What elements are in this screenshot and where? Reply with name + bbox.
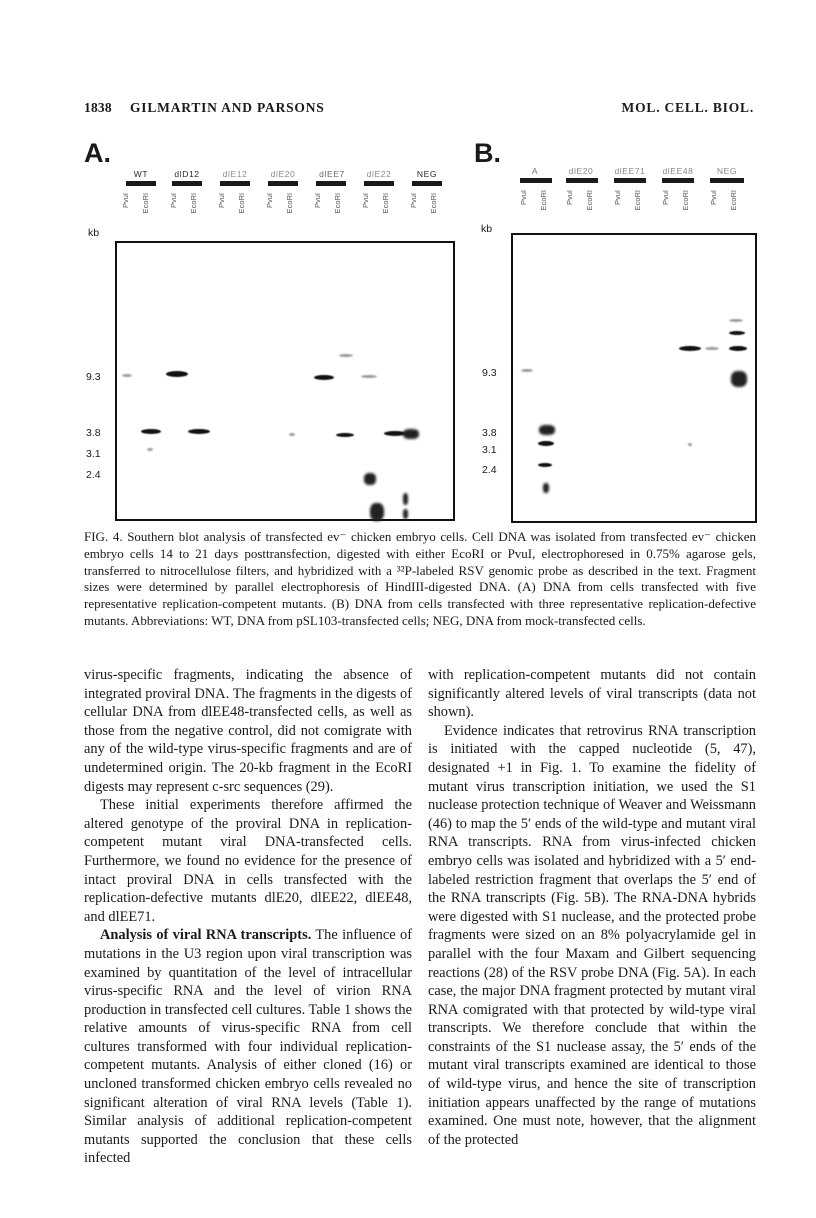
band	[705, 347, 719, 350]
panel-b-marker: 2.4	[482, 464, 497, 476]
panel-a-lane-label: dlE22	[366, 169, 392, 179]
band	[166, 371, 188, 377]
figure-caption-text: FIG. 4. Southern blot analysis of transfected ev⁻ chicken embryo cells. Cell DNA was isolated from transfected ev⁻ chicken embryo cells 14 to 21 days posttransfection, digested with either EcoRI or PvuI, electrophoresed in 0.75% agarose gels, transferred to nitrocellulose filters, and hybridized with a ³²P-labeled RSV genomic probe as described in the text. Fragment sizes were determined by parallel electrophoresis of HindIII-digested DNA. (A) DNA from cells transfected with five representative replication-competent mutants. (B) DNA from cells transfected with three representative replication-defective mutants. Abbreviations: WT, DNA from pSL103-transfected cells; NEG, DNA from mock-transfected cells.	[84, 529, 756, 628]
panel-a-lane-label: dlD12	[174, 169, 200, 179]
band	[729, 346, 747, 351]
panel-a-enzyme-label: EcoRI	[285, 193, 294, 214]
panel-a-marker: 3.8	[86, 427, 101, 439]
band	[403, 429, 419, 439]
panel-b-lane-bar	[662, 178, 694, 183]
running-authors: GILMARTIN AND PARSONS	[130, 100, 325, 115]
panel-b-lane-bar	[614, 178, 646, 183]
panel-a-enzyme-label: PvuI	[265, 193, 274, 209]
body-paragraph: Evidence indicates that retrovirus RNA transcription is initiated with the capped nucleotide (5, 47), designated +1 in Fig. 1. To examine the fidelity of mutant virus transcription initiation, we used the S1 nuclease protection technique of Weaver and Weissmann (46) to map the 5′ ends of the wild-type and mutant viral RNA transcripts. RNA from virus-infected chicken embryo cells was isolated and hybridized with a 5′ end-labeled restriction fragment that overlaps the 5′ end of the RNA transcripts (Fig. 5B). The RNA-DNA hybrids were digested with S1 nuclease, and the protected probe fragments were sized on an 8% polyacrylamide gel in parallel with the four Maxam and Gilbert sequencing reactions (28) of the RSV probe DNA (Fig. 5A). In each case, the major DNA fragment protected by mutant viral RNA comigrated with that protected by wild-type viral transcripts. We therefore conclude that within the constraints of the S1 nuclease assay, the 5′ ends of the mutant viral transcripts examined are identical to those of wild-type virus, and hence the site of transcription initiation appears unaffected by the range of mutations examined. One must note, however, that the alignment of the protected	[428, 722, 756, 1148]
panel-b-lane-label: NEG	[716, 166, 738, 176]
panel-a-marker: 9.3	[86, 371, 101, 383]
body-paragraph: virus-specific fragments, indicating the absence of integrated proviral DNA. The fragments in the digests of cellular DNA from dlEE48-transfected cells, as well as those from the negative control, did not comigrate with any of the wild-type virus-specific fragments and are of undetermined origin. The 20-kb fragment in the EcoRI digests may represent c-src sequences (29).	[84, 667, 412, 795]
band	[339, 354, 353, 357]
panel-a-enzyme-label: PvuI	[169, 193, 178, 209]
band	[364, 473, 376, 485]
band	[403, 509, 408, 519]
panel-a-enzyme-label: EcoRI	[381, 193, 390, 214]
body-paragraph	[84, 926, 412, 1168]
band	[289, 433, 295, 436]
panel-a-kb-label: kb	[88, 227, 100, 239]
panel-b-lane-bar	[566, 178, 598, 183]
panel-a-lane-bar	[316, 181, 346, 186]
panel-a-enzyme-label: EcoRI	[237, 193, 246, 214]
panel-b-marker: 3.1	[482, 444, 497, 456]
panel-b-lane-label: A	[531, 166, 539, 176]
panel-a-lane-bar	[220, 181, 250, 186]
panel-a-lane-label: dlE12	[222, 169, 248, 179]
panel-a-blot	[115, 241, 455, 521]
panel-b-lane-bar	[710, 178, 744, 183]
panel-b-enzyme-label: EcoRI	[539, 190, 548, 211]
panel-a-enzyme-label: PvuI	[313, 193, 322, 209]
band	[147, 448, 153, 451]
band	[141, 429, 161, 434]
panel-b-label: B.	[474, 138, 501, 168]
band	[188, 429, 210, 434]
band	[336, 433, 354, 437]
band	[688, 443, 692, 446]
panel-a-lane-bar	[126, 181, 156, 186]
band	[370, 503, 384, 521]
panel-a-enzyme-label: PvuI	[121, 193, 130, 209]
band	[729, 319, 743, 322]
panel-a-marker: 2.4	[86, 469, 101, 481]
panel-b-enzyme-label: PvuI	[661, 190, 670, 206]
panel-b-marker: 9.3	[482, 367, 497, 379]
panel-b-enzyme-label: PvuI	[709, 190, 718, 206]
panel-b-kb-label: kb	[481, 223, 493, 235]
band	[314, 375, 334, 380]
panel-b-lane-label: dlE20	[568, 166, 594, 176]
running-header	[84, 100, 754, 122]
panel-b-marker: 3.8	[482, 427, 497, 439]
panel-a-lane-bar	[412, 181, 442, 186]
panel-a-lane-label: NEG	[416, 169, 438, 179]
panel-b-enzyme-label: EcoRI	[681, 190, 690, 211]
band	[122, 374, 132, 377]
panel-b-lane-label: dlEE71	[614, 166, 646, 176]
panel-b-lane-bar	[520, 178, 552, 183]
panel-a-enzyme-label: PvuI	[217, 193, 226, 209]
figure-caption	[84, 529, 756, 630]
body-column-right	[428, 666, 756, 1149]
panel-b-enzyme-label: PvuI	[519, 190, 528, 206]
body-column-left	[84, 666, 412, 1168]
band	[679, 346, 701, 351]
panel-a-lane-label: dlEE7	[319, 169, 345, 179]
panel-b-blot	[511, 233, 757, 523]
panel-b-enzyme-label: PvuI	[565, 190, 574, 206]
panel-a-enzyme-label: EcoRI	[429, 193, 438, 214]
panel-b-enzyme-label: EcoRI	[729, 190, 738, 211]
panel-a-enzyme-label: PvuI	[409, 193, 418, 209]
panel-b-lane-label: dlEE48	[662, 166, 694, 176]
panel-a-label: A.	[84, 138, 111, 168]
band	[538, 441, 554, 446]
panel-a-enzyme-label: EcoRI	[189, 193, 198, 214]
band	[361, 375, 377, 378]
body-paragraph-text: The influence of mutations in the U3 region upon viral transcription was examined by quantitation of the level of intracellular virus-specific RNA and the level of virion RNA production in transfected cell cultures. Table 1 shows the relative amounts of virus-specific RNA from cell cultures transformed with four individual replication-competent mutants. Analysis of either cloned (16) or uncloned transformed chicken embryo cells revealed no significant alteration of viral RNA levels (Table 1). Similar analysis of additional replication-competent mutants supported the conclusion that these cells infected	[84, 927, 412, 1167]
band	[538, 463, 552, 467]
body-paragraph: with replication-competent mutants did not contain significantly altered levels of viral transcripts (data not shown).	[428, 667, 756, 721]
panel-a-lane-label: dlE20	[270, 169, 296, 179]
band	[521, 369, 533, 372]
band	[729, 331, 745, 335]
panel-b-enzyme-label: PvuI	[613, 190, 622, 206]
page-number: 1838	[84, 100, 112, 115]
panel-a-enzyme-label: EcoRI	[141, 193, 150, 214]
band	[731, 371, 747, 387]
panel-a-lane-label: WT	[133, 169, 149, 179]
band	[403, 493, 408, 505]
panel-a-lane-bar	[172, 181, 202, 186]
panel-a-marker: 3.1	[86, 448, 101, 460]
panel-a-enzyme-label: PvuI	[361, 193, 370, 209]
panel-a-lane-bar	[364, 181, 394, 186]
body-paragraph: These initial experiments therefore affirmed the altered genotype of the proviral DNA in replication-competent mutant viral DNA-transfected cells. Furthermore, we found no evidence for the presence of intact proviral DNA in cells transfected with the replication-defective mutants dlE20, dlEE22, dlEE48, and dlEE71.	[84, 797, 412, 925]
panel-b-enzyme-label: EcoRI	[633, 190, 642, 211]
panel-b-enzyme-label: EcoRI	[585, 190, 594, 211]
running-journal: MOL. CELL. BIOL.	[621, 100, 754, 115]
panel-a-lane-bar	[268, 181, 298, 186]
section-heading: Analysis of viral RNA transcripts.	[100, 927, 312, 944]
panel-a-enzyme-label: EcoRI	[333, 193, 342, 214]
band	[543, 483, 549, 493]
band	[539, 425, 555, 435]
